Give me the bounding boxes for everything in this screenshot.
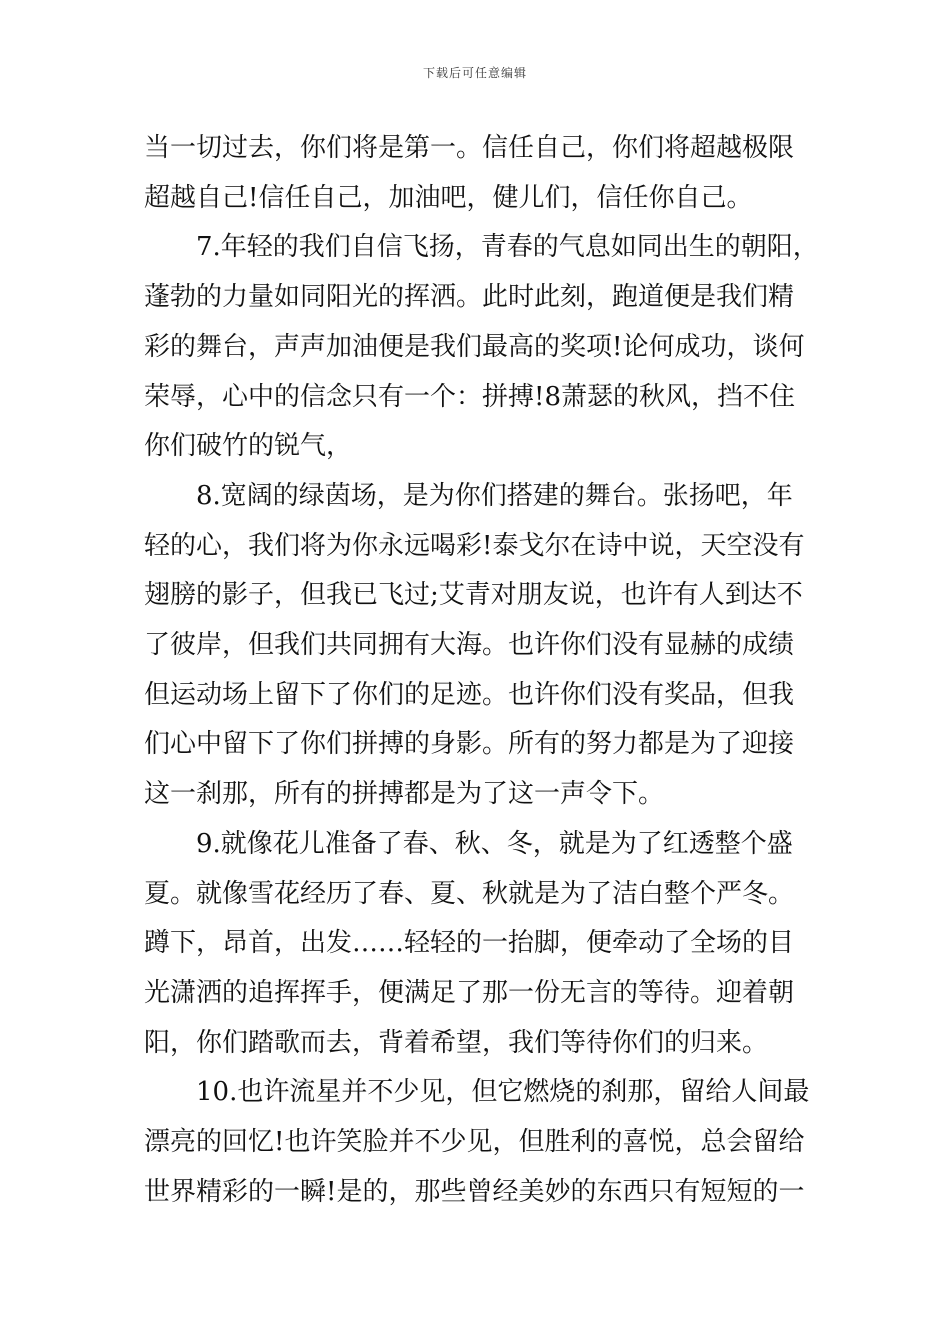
text-line: 夏。就像雪花经历了春、夏、秋就是为了洁白整个严冬。 (144, 878, 795, 909)
text-line: 10.也许流星并不少见，但它燃烧的刹那，留给人间最 (196, 1077, 810, 1108)
paragraph-10 (144, 1068, 844, 1217)
paragraph-1 (144, 124, 844, 223)
text-line: 彩的舞台，声声加油便是我们最高的奖项!论何成功，谈何 (144, 331, 805, 362)
text-line: 这一刹那，所有的拼搏都是为了这一声令下。 (144, 779, 665, 810)
text-line: 蓬勃的力量如同阳光的挥洒。此时此刻，跑道便是我们精 (144, 282, 795, 313)
document-body (144, 124, 844, 1217)
text-line: 翅膀的影子，但我已飞过;艾青对朋友说，也许有人到达不 (144, 580, 803, 611)
text-line: 们心中留下了你们拼搏的身影。所有的努力都是为了迎接 (144, 729, 795, 760)
text-line: 世界精彩的一瞬!是的，那些曾经美妙的东西只有短短的一 (144, 1176, 805, 1207)
text-line: 漂亮的回忆!也许笑脸并不少见，但胜利的喜悦，总会留给 (144, 1127, 805, 1158)
text-line: 7.年轻的我们自信飞扬，青春的气息如同出生的朝阳， (196, 232, 819, 263)
page-header: 下载后可任意编辑 (422, 66, 527, 80)
text-line: 超越自己!信任自己，加油吧，健儿们，信任你自己。 (144, 182, 753, 213)
paragraph-7 (144, 223, 844, 472)
text-line: 9.就像花儿准备了春、秋、冬，就是为了红透整个盛 (196, 828, 793, 859)
text-line: 阳，你们踏歌而去，背着希望，我们等待你们的归来。 (144, 1027, 769, 1058)
text-line: 但运动场上留下了你们的足迹。也许你们没有奖品，但我 (144, 679, 795, 710)
text-line: 当一切过去，你们将是第一。信任自己，你们将超越极限 (144, 133, 795, 163)
text-line: 轻的心，我们将为你永远喝彩!泰戈尔在诗中说，天空没有 (144, 530, 805, 561)
text-line: 你们破竹的锐气， (144, 431, 353, 462)
paragraph-8 (144, 472, 844, 820)
text-line: 了彼岸，但我们共同拥有大海。也许你们没有显赫的成绩 (144, 630, 795, 661)
text-line: 蹲下，昂首，出发……轻轻的一抬脚，便牵动了全场的目 (144, 928, 795, 959)
text-line: 荣辱，心中的信念只有一个：拼搏!8萧瑟的秋风，挡不住 (144, 381, 795, 412)
paragraph-9 (144, 820, 844, 1069)
text-line: 光潇洒的追挥挥手，便满足了那一份无言的等待。迎着朝 (144, 977, 795, 1008)
text-line: 8.宽阔的绿茵场，是为你们搭建的舞台。张扬吧，年 (196, 480, 793, 511)
